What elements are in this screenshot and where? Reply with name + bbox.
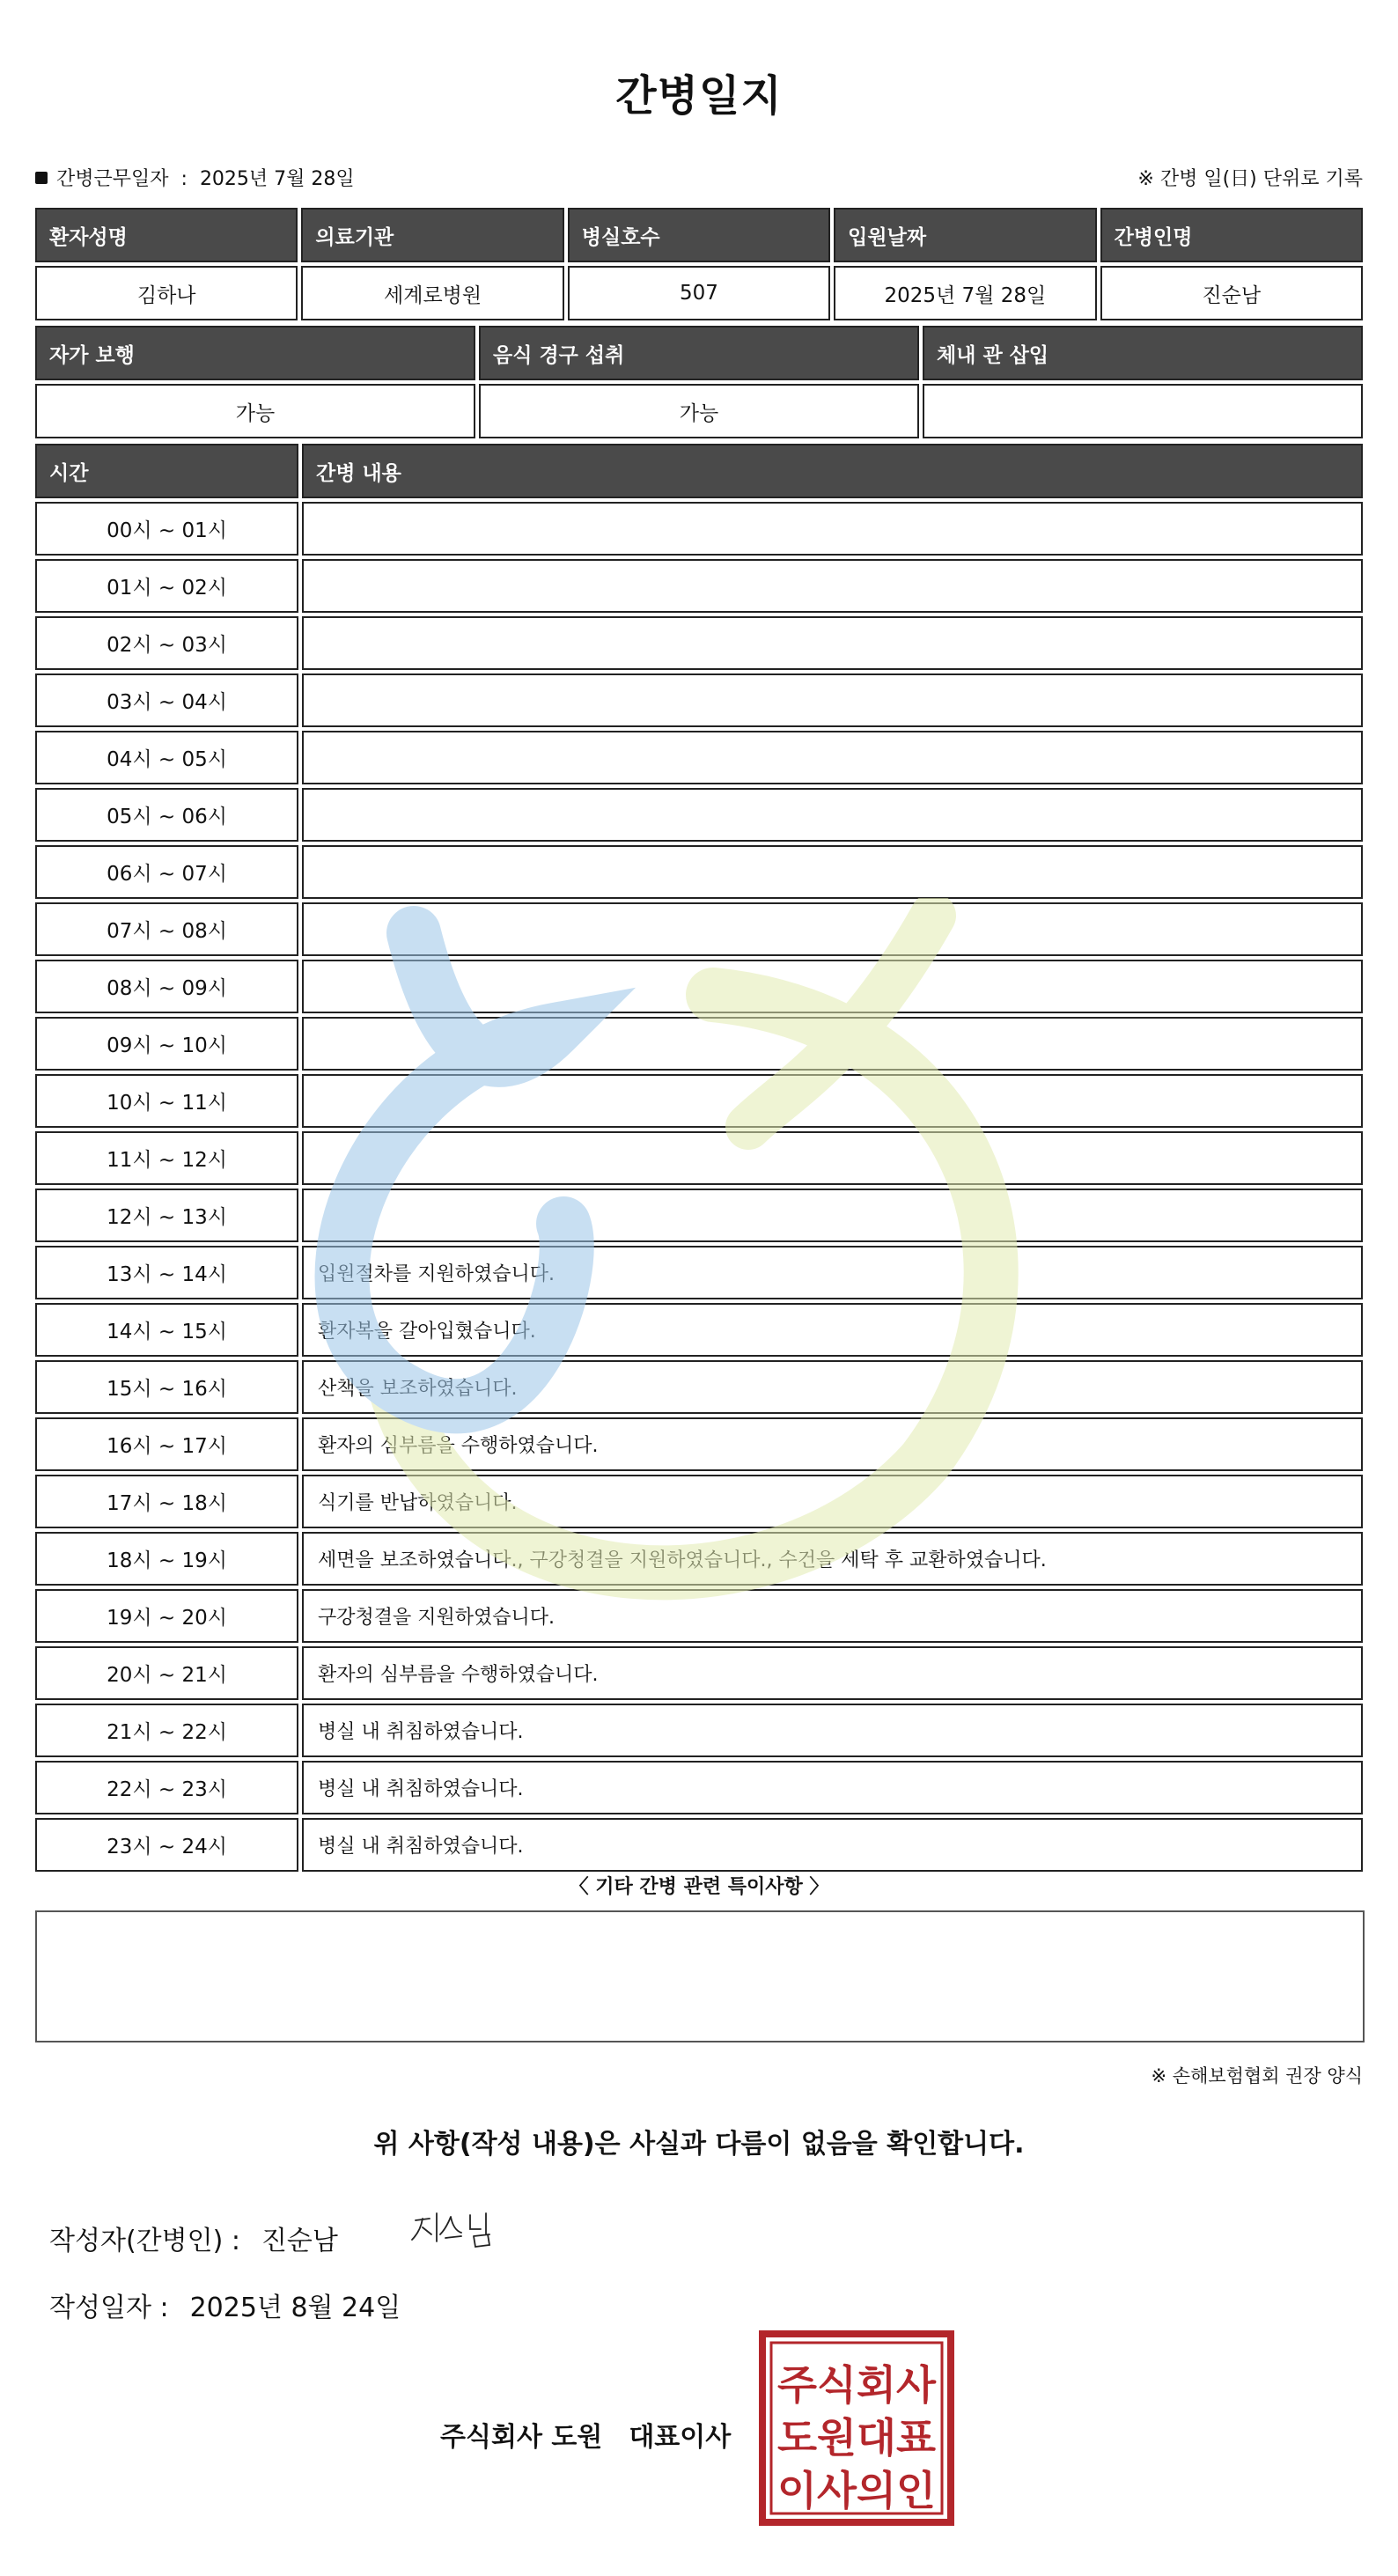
ceo-label: 대표이사: [629, 2422, 732, 2453]
company-name: 주식회사 도원: [440, 2422, 603, 2453]
care-content-cell: [302, 960, 1363, 1013]
table-row: [35, 1189, 1363, 1242]
care-content-cell: 구강청결을 지원하였습니다.: [302, 1589, 1363, 1643]
table-row: [35, 1303, 1363, 1357]
patient-name: 김하나: [35, 266, 298, 320]
care-content-cell: [302, 902, 1363, 956]
time-cell: 00시 ~ 01시: [35, 502, 298, 556]
write-date-label: 작성일자 :: [49, 2293, 169, 2323]
table-row: [35, 1417, 1363, 1471]
time-cell: 06시 ~ 07시: [35, 845, 298, 899]
table-row: [35, 1131, 1363, 1185]
writer-label: 작성자(간병인) :: [49, 2226, 240, 2256]
time-cell: 03시 ~ 04시: [35, 673, 298, 727]
header-patient-name: 환자성명: [35, 208, 298, 262]
room-number: 507: [568, 266, 830, 320]
care-content-cell: [302, 1131, 1363, 1185]
time-cell: 14시 ~ 15시: [35, 1303, 298, 1357]
document-title: 간병일지: [615, 71, 783, 121]
work-date-value: 2025년 7월 28일: [199, 168, 355, 190]
time-cell: 18시 ~ 19시: [35, 1532, 298, 1586]
time-cell: 19시 ~ 20시: [35, 1589, 298, 1643]
care-content-cell: [302, 673, 1363, 727]
care-content-cell: 입원절차를 지원하였습니다.: [302, 1246, 1363, 1299]
seal-line-2: 도원대표: [777, 2414, 937, 2462]
care-content-cell: 환자의 심부름을 수행하였습니다.: [302, 1646, 1363, 1700]
bullet-square-icon: [35, 172, 48, 184]
header-room-number: 병실호수: [568, 208, 830, 262]
table-row: [35, 1360, 1363, 1414]
time-cell: 01시 ~ 02시: [35, 559, 298, 613]
table-row: [35, 559, 1363, 613]
care-content-cell: [302, 1074, 1363, 1128]
header-hospital: 의료기관: [301, 208, 563, 262]
work-date-label: 간병근무일자: [56, 168, 169, 190]
care-content-cell: [302, 1189, 1363, 1242]
caregiver-name: 진순남: [1100, 266, 1363, 320]
oral-intake-value: 가능: [479, 384, 919, 438]
table-row: [35, 1246, 1363, 1299]
care-content-cell: 환자의 심부름을 수행하였습니다.: [302, 1417, 1363, 1471]
care-content-cell: [302, 731, 1363, 784]
work-date-separator: :: [180, 168, 188, 190]
time-cell: 21시 ~ 22시: [35, 1704, 298, 1757]
write-date-line: [49, 2285, 401, 2324]
unit-note: ※ 간병 일(日) 단위로 기록: [1137, 168, 1363, 190]
table-row: [35, 902, 1363, 956]
patient-info-table: [32, 204, 1366, 324]
time-cell: 02시 ~ 03시: [35, 616, 298, 670]
care-content-cell: 산책을 보조하였습니다.: [302, 1360, 1363, 1414]
table-row: [35, 1704, 1363, 1757]
table-row: [35, 788, 1363, 842]
care-content-cell: [302, 502, 1363, 556]
care-content-cell: 병실 내 취침하였습니다.: [302, 1704, 1363, 1757]
writer-name: 진순남: [261, 2226, 338, 2256]
time-cell: 22시 ~ 23시: [35, 1761, 298, 1814]
seal-line-3: 이사의인: [777, 2467, 936, 2514]
table-row: [35, 1761, 1363, 1814]
care-content-cell: [302, 1017, 1363, 1071]
table-row: [35, 845, 1363, 899]
table-row: [35, 616, 1363, 670]
table-row: [35, 1475, 1363, 1528]
time-cell: 09시 ~ 10시: [35, 1017, 298, 1071]
time-cell: 20시 ~ 21시: [35, 1646, 298, 1700]
care-log-body: [35, 502, 1363, 1872]
time-cell: 23시 ~ 24시: [35, 1818, 298, 1872]
header-time: 시간: [35, 444, 298, 498]
care-content-cell: 병실 내 취침하였습니다.: [302, 1761, 1363, 1814]
care-content-cell: 식기를 반납하였습니다.: [302, 1475, 1363, 1528]
table-row: [35, 1074, 1363, 1128]
time-cell: 10시 ~ 11시: [35, 1074, 298, 1128]
handwritten-signature: [407, 2208, 504, 2252]
care-content-cell: 환자복을 갈아입혔습니다.: [302, 1303, 1363, 1357]
table-row: [35, 1818, 1363, 1872]
time-cell: 11시 ~ 12시: [35, 1131, 298, 1185]
writer-line: [49, 2219, 338, 2257]
care-content-cell: [302, 616, 1363, 670]
care-content-cell: 세면을 보조하였습니다., 구강청결을 지원하였습니다., 수건을 세탁 후 교환하였습니다.: [302, 1532, 1363, 1586]
special-notes-title: 〈 기타 간병 관련 특이사항 〉: [569, 1876, 829, 1898]
time-cell: 07시 ~ 08시: [35, 902, 298, 956]
write-date-value: 2025년 8월 24일: [189, 2293, 401, 2323]
care-log-table: [32, 440, 1366, 1875]
patient-status-table: [32, 322, 1366, 442]
time-cell: 17시 ~ 18시: [35, 1475, 298, 1528]
time-cell: 12시 ~ 13시: [35, 1189, 298, 1242]
table-row: [35, 1532, 1363, 1586]
header-care-content: 간병 내용: [302, 444, 1363, 498]
time-cell: 16시 ~ 17시: [35, 1417, 298, 1471]
tube-insertion-value: [923, 384, 1363, 438]
table-row: [35, 731, 1363, 784]
hospital-name: 세계로병원: [301, 266, 563, 320]
time-cell: 04시 ~ 05시: [35, 731, 298, 784]
header-oral-intake: 음식 경구 섭취: [479, 326, 919, 380]
header-self-walking: 자가 보행: [35, 326, 475, 380]
recommend-note: ※ 손해보험협회 권장 양식: [1151, 2065, 1363, 2087]
work-date-line: [35, 164, 355, 191]
table-row: [35, 502, 1363, 556]
company-signature-line: [440, 2415, 731, 2454]
seal-line-1: 주식회사: [777, 2361, 937, 2409]
table-row: [35, 960, 1363, 1013]
self-walking-value: 가능: [35, 384, 475, 438]
care-content-cell: [302, 788, 1363, 842]
table-row: [35, 1589, 1363, 1643]
time-cell: 13시 ~ 14시: [35, 1246, 298, 1299]
header-admission-date: 입원날짜: [834, 208, 1096, 262]
time-cell: 15시 ~ 16시: [35, 1360, 298, 1414]
care-content-cell: [302, 559, 1363, 613]
header-tube-insertion: 체내 관 삽입: [923, 326, 1363, 380]
care-content-cell: 병실 내 취침하였습니다.: [302, 1818, 1363, 1872]
header-caregiver-name: 간병인명: [1100, 208, 1363, 262]
time-cell: 05시 ~ 06시: [35, 788, 298, 842]
special-notes-box: [35, 1910, 1365, 2042]
care-content-cell: [302, 845, 1363, 899]
table-row: [35, 1017, 1363, 1071]
time-cell: 08시 ~ 09시: [35, 960, 298, 1013]
confirmation-statement: 위 사항(작성 내용)은 사실과 다름이 없음을 확인합니다.: [373, 2129, 1025, 2160]
admission-date: 2025년 7월 28일: [834, 266, 1096, 320]
table-row: [35, 673, 1363, 727]
table-row: [35, 1646, 1363, 1700]
company-seal-stamp: [757, 2329, 956, 2528]
